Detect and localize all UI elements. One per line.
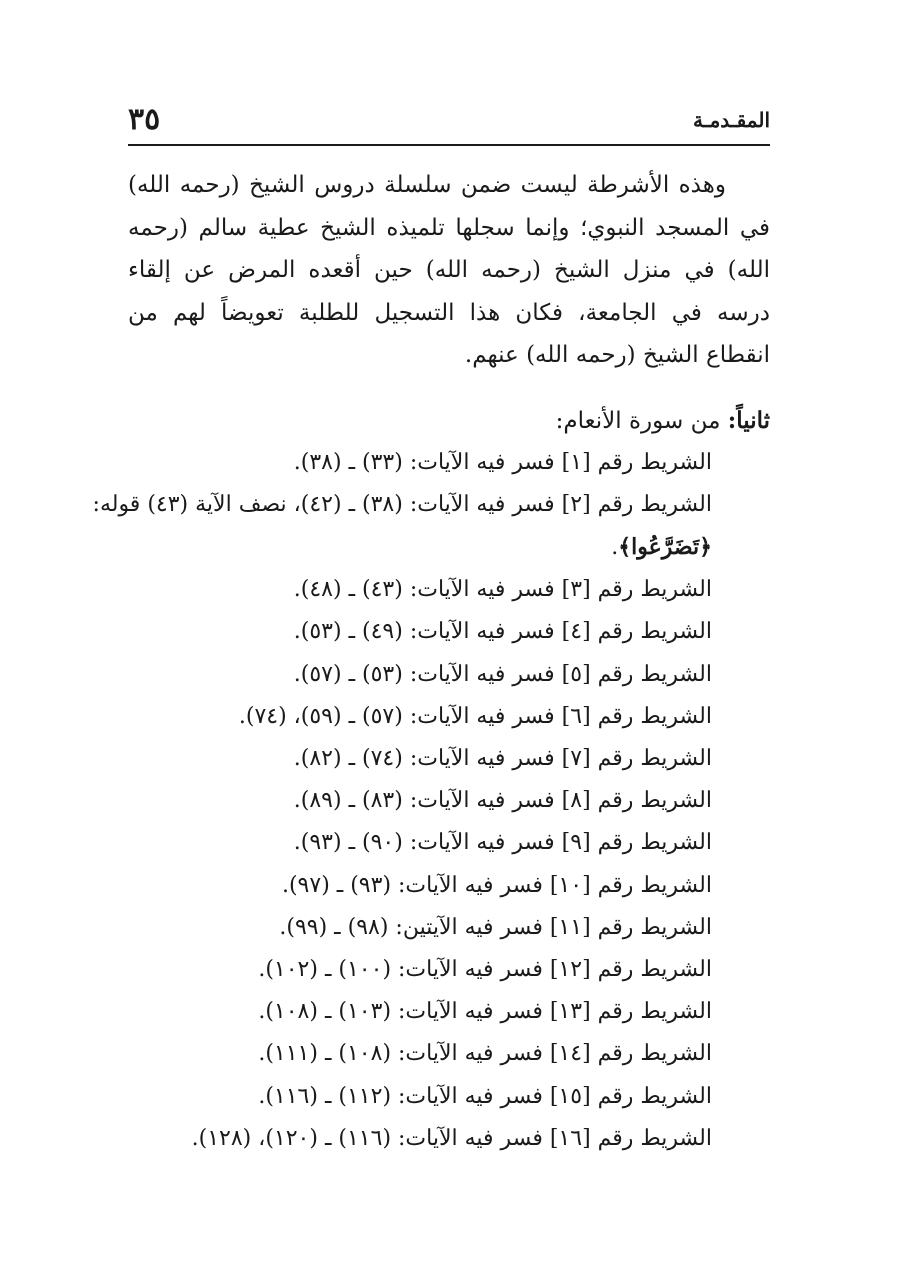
tape-item-16: الشريط رقم [١٦] فسر فيه الآيات: (١١٦) ـ (١٢٠)، (١٢٨).: [191, 1125, 712, 1151]
chapter-title: المقـدمـة: [693, 108, 770, 132]
page-header: [128, 100, 770, 146]
tape-item-13: الشريط رقم [١٣] فسر فيه الآيات: (١٠٣) ـ (١٠٨).: [258, 999, 712, 1025]
tape-item-9: الشريط رقم [٩] فسر فيه الآيات: (٩٠) ـ (٩٣).: [293, 830, 712, 856]
tape-item-8: الشريط رقم [٨] فسر فيه الآيات: (٨٣) ـ (٨٩).: [293, 788, 712, 814]
tape-item-2-text: الشريط رقم [٢] فسر فيه الآيات: (٣٨) ـ (٤٢)، نصف الآية (٤٣) قوله:: [92, 491, 712, 517]
tape-item-5: الشريط رقم [٥] فسر فيه الآيات: (٥٣) ـ (٥٧).: [293, 661, 712, 687]
section-label: ثانياً:: [727, 406, 770, 434]
quote-end: .: [611, 534, 619, 560]
tape-item-12: الشريط رقم [١٢] فسر فيه الآيات: (١٠٠) ـ (١٠٢).: [258, 956, 712, 982]
tape-item-3: الشريط رقم [٣] فسر فيه الآيات: (٤٣) ـ (٤٨).: [293, 577, 712, 603]
tape-item-11: الشريط رقم [١١] فسر فيه الآيتين: (٩٨) ـ (٩٩).: [279, 914, 712, 940]
tape-list: [92, 442, 770, 1160]
tape-item-2: [70, 484, 712, 569]
tape-item-6: الشريط رقم [٦] فسر فيه الآيات: (٥٧) ـ (٥٩)، (٧٤).: [238, 703, 712, 729]
tape-item-14: الشريط رقم [١٤] فسر فيه الآيات: (١٠٨) ـ (١١١).: [258, 1041, 712, 1067]
tape-item-10: الشريط رقم [١٠] فسر فيه الآيات: (٩٣) ـ (٩٧).: [281, 872, 712, 898]
section-heading: [128, 400, 770, 442]
tape-item-15: الشريط رقم [١٥] فسر فيه الآيات: (١١٢) ـ (١١٦).: [258, 1083, 712, 1109]
page-number: ٣٥: [128, 102, 161, 137]
section-anam: [92, 400, 770, 1160]
section-title: من سورة الأنعام:: [555, 407, 721, 434]
book-page: [92, 100, 770, 1160]
tape-item-7: الشريط رقم [٧] فسر فيه الآيات: (٧٤) ـ (٨٢).: [293, 745, 712, 771]
quran-quote: ﴿تَضَرَّعُوا﴾: [618, 533, 712, 560]
intro-paragraph: وهذه الأشرطة ليست ضمن سلسلة دروس الشيخ (رحمه الله) في المسجد النبوي؛ وإنما سجلها تلميذه الشيخ عطية سالم (رحمه الله) في منزل الشيخ (رحمه الله) حين أقعده المرض عن إلقاء درسه في الجامعة، فكان هذا التسجيل للطلبة تعويضاً لهم من انقطاع الشيخ (رحمه الله) عنهم.: [128, 172, 770, 368]
tape-item-4: الشريط رقم [٤] فسر فيه الآيات: (٤٩) ـ (٥٣).: [293, 619, 712, 645]
tape-item-1: الشريط رقم [١] فسر فيه الآيات: (٣٣) ـ (٣٨).: [293, 449, 712, 475]
